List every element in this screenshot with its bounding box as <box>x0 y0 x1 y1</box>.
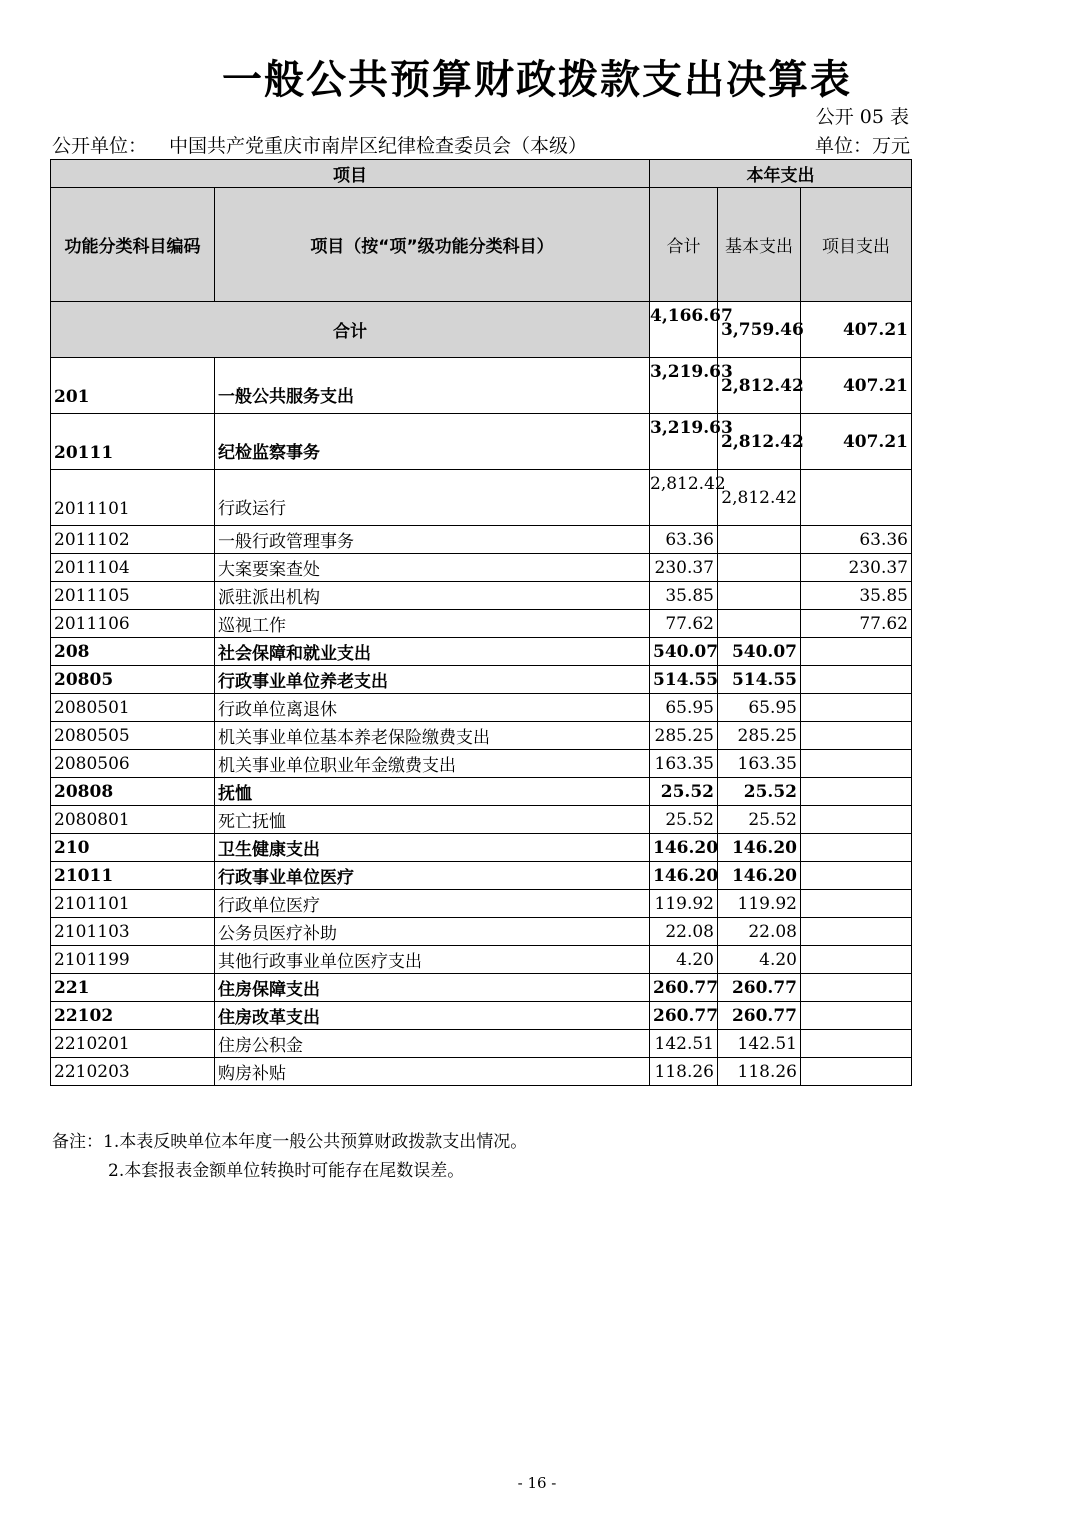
row-basic <box>718 582 801 610</box>
row-total: 2,812.42 <box>650 470 718 526</box>
notes <box>52 1128 527 1186</box>
row-name: 大案要案查处 <box>215 554 650 582</box>
row-name: 纪检监察事务 <box>215 414 650 470</box>
row-total: 285.25 <box>650 722 718 750</box>
row-total: 540.07 <box>650 638 718 666</box>
row-basic: 2,812.42 <box>718 470 801 526</box>
header-item: 项目（按“项”级功能分类科目） <box>215 188 650 302</box>
unit-label: 公开单位： <box>52 135 148 157</box>
row-project <box>801 722 912 750</box>
row-total: 25.52 <box>650 778 718 806</box>
row-project <box>801 470 912 526</box>
row-project <box>801 1002 912 1030</box>
row-basic: 22.08 <box>718 918 801 946</box>
row-name: 住房改革支出 <box>215 1002 650 1030</box>
row-name: 行政单位医疗 <box>215 890 650 918</box>
row-total: 65.95 <box>650 694 718 722</box>
row-total: 260.77 <box>650 1002 718 1030</box>
total-project: 407.21 <box>801 302 912 358</box>
row-total: 3,219.63 <box>650 358 718 414</box>
header-row-2 <box>51 188 912 302</box>
row-project <box>801 862 912 890</box>
row-basic: 118.26 <box>718 1058 801 1086</box>
row-total: 25.52 <box>650 806 718 834</box>
row-total: 119.92 <box>650 890 718 918</box>
table-row <box>51 554 912 582</box>
row-basic: 25.52 <box>718 778 801 806</box>
row-total: 163.35 <box>650 750 718 778</box>
row-basic: 146.20 <box>718 834 801 862</box>
row-name: 派驻派出机构 <box>215 582 650 610</box>
note-1: 备注：1.本表反映单位本年度一般公共预算财政拨款支出情况。 <box>52 1132 528 1152</box>
total-basic: 3,759.46 <box>718 302 801 358</box>
row-project: 35.85 <box>801 582 912 610</box>
row-total: 142.51 <box>650 1030 718 1058</box>
row-project: 407.21 <box>801 358 912 414</box>
row-total: 3,219.63 <box>650 414 718 470</box>
row-name: 抚恤 <box>215 778 650 806</box>
total-row <box>51 302 912 358</box>
row-code: 2101103 <box>51 918 215 946</box>
row-project <box>801 834 912 862</box>
row-basic: 285.25 <box>718 722 801 750</box>
row-basic <box>718 526 801 554</box>
row-total: 77.62 <box>650 610 718 638</box>
row-code: 2011106 <box>51 610 215 638</box>
row-code: 210 <box>51 834 215 862</box>
row-project <box>801 1058 912 1086</box>
row-basic: 163.35 <box>718 750 801 778</box>
row-project <box>801 890 912 918</box>
expenditure-table <box>50 159 912 1086</box>
document-title: 一般公共预算财政拨款支出决算表 <box>222 57 852 103</box>
row-code: 208 <box>51 638 215 666</box>
row-project <box>801 946 912 974</box>
row-basic: 2,812.42 <box>718 358 801 414</box>
row-code: 2080506 <box>51 750 215 778</box>
row-project <box>801 694 912 722</box>
row-name: 行政单位离退休 <box>215 694 650 722</box>
row-code: 20808 <box>51 778 215 806</box>
table-row <box>51 750 912 778</box>
row-name: 公务员医疗补助 <box>215 918 650 946</box>
row-code: 2080505 <box>51 722 215 750</box>
page-number: - 16 - <box>517 1474 557 1492</box>
row-name: 其他行政事业单位医疗支出 <box>215 946 650 974</box>
row-name: 住房保障支出 <box>215 974 650 1002</box>
row-total: 260.77 <box>650 974 718 1002</box>
table-row <box>51 610 912 638</box>
row-code: 21011 <box>51 862 215 890</box>
table-row <box>51 918 912 946</box>
row-code: 2080501 <box>51 694 215 722</box>
table-row <box>51 890 912 918</box>
table-row <box>51 358 912 414</box>
row-total: 146.20 <box>650 834 718 862</box>
row-name: 行政事业单位养老支出 <box>215 666 650 694</box>
row-basic: 142.51 <box>718 1030 801 1058</box>
header-row-1 <box>51 160 912 188</box>
row-code: 2080801 <box>51 806 215 834</box>
note-2: 2.本套报表金额单位转换时可能存在尾数误差。 <box>108 1161 465 1181</box>
row-project: 63.36 <box>801 526 912 554</box>
row-code: 2011104 <box>51 554 215 582</box>
table-row <box>51 946 912 974</box>
row-code: 2210201 <box>51 1030 215 1058</box>
table-row <box>51 1030 912 1058</box>
row-code: 2101199 <box>51 946 215 974</box>
row-code: 22102 <box>51 1002 215 1030</box>
row-name: 一般行政管理事务 <box>215 526 650 554</box>
header-basic: 基本支出 <box>718 188 801 302</box>
table-row <box>51 526 912 554</box>
form-number: 公开 05 表 <box>815 106 909 128</box>
row-name: 机关事业单位职业年金缴费支出 <box>215 750 650 778</box>
table-row <box>51 1058 912 1086</box>
unit-name: 中国共产党重庆市南岸区纪律检查委员会（本级） <box>169 135 588 157</box>
total-label: 合计 <box>51 302 650 358</box>
row-total: 514.55 <box>650 666 718 694</box>
table-row <box>51 582 912 610</box>
row-basic: 2,812.42 <box>718 414 801 470</box>
row-basic: 260.77 <box>718 974 801 1002</box>
row-basic <box>718 554 801 582</box>
row-project <box>801 750 912 778</box>
table-row <box>51 470 912 526</box>
row-total: 118.26 <box>650 1058 718 1086</box>
row-name: 机关事业单位基本养老保险缴费支出 <box>215 722 650 750</box>
row-total: 146.20 <box>650 862 718 890</box>
row-basic: 514.55 <box>718 666 801 694</box>
row-name: 巡视工作 <box>215 610 650 638</box>
row-basic: 540.07 <box>718 638 801 666</box>
row-code: 2101101 <box>51 890 215 918</box>
table-row <box>51 806 912 834</box>
row-name: 一般公共服务支出 <box>215 358 650 414</box>
row-project: 407.21 <box>801 414 912 470</box>
row-basic: 65.95 <box>718 694 801 722</box>
row-name: 购房补贴 <box>215 1058 650 1086</box>
row-name: 死亡抚恤 <box>215 806 650 834</box>
row-basic <box>718 610 801 638</box>
row-name: 行政事业单位医疗 <box>215 862 650 890</box>
row-project: 230.37 <box>801 554 912 582</box>
row-name: 社会保障和就业支出 <box>215 638 650 666</box>
header-project-exp: 项目支出 <box>801 188 912 302</box>
table-row <box>51 1002 912 1030</box>
row-total: 63.36 <box>650 526 718 554</box>
row-project <box>801 638 912 666</box>
row-total: 4.20 <box>650 946 718 974</box>
row-code: 201 <box>51 358 215 414</box>
row-total: 230.37 <box>650 554 718 582</box>
row-project: 77.62 <box>801 610 912 638</box>
row-basic: 25.52 <box>718 806 801 834</box>
table-row <box>51 414 912 470</box>
table-row <box>51 638 912 666</box>
row-project <box>801 1030 912 1058</box>
row-project <box>801 974 912 1002</box>
header-total: 合计 <box>650 188 718 302</box>
row-project <box>801 778 912 806</box>
table-row <box>51 694 912 722</box>
row-basic: 146.20 <box>718 862 801 890</box>
table-row <box>51 974 912 1002</box>
row-name: 卫生健康支出 <box>215 834 650 862</box>
row-code: 20111 <box>51 414 215 470</box>
table-row <box>51 666 912 694</box>
header-code: 功能分类科目编码 <box>51 188 215 302</box>
row-basic: 4.20 <box>718 946 801 974</box>
table-row <box>51 834 912 862</box>
row-basic: 119.92 <box>718 890 801 918</box>
row-name: 住房公积金 <box>215 1030 650 1058</box>
row-total: 35.85 <box>650 582 718 610</box>
row-code: 2011101 <box>51 470 215 526</box>
row-project <box>801 806 912 834</box>
table-row <box>51 778 912 806</box>
table-row <box>51 722 912 750</box>
row-total: 22.08 <box>650 918 718 946</box>
row-code: 2210203 <box>51 1058 215 1086</box>
row-basic: 260.77 <box>718 1002 801 1030</box>
row-code: 20805 <box>51 666 215 694</box>
total-total: 4,166.67 <box>650 302 718 358</box>
row-code: 221 <box>51 974 215 1002</box>
currency-unit: 单位：万元 <box>814 135 910 157</box>
row-name: 行政运行 <box>215 470 650 526</box>
header-project: 项目 <box>51 160 650 188</box>
row-code: 2011102 <box>51 526 215 554</box>
unit-info <box>52 131 587 158</box>
row-project <box>801 918 912 946</box>
row-code: 2011105 <box>51 582 215 610</box>
header-current-year: 本年支出 <box>650 160 912 188</box>
row-project <box>801 666 912 694</box>
table-row <box>51 862 912 890</box>
